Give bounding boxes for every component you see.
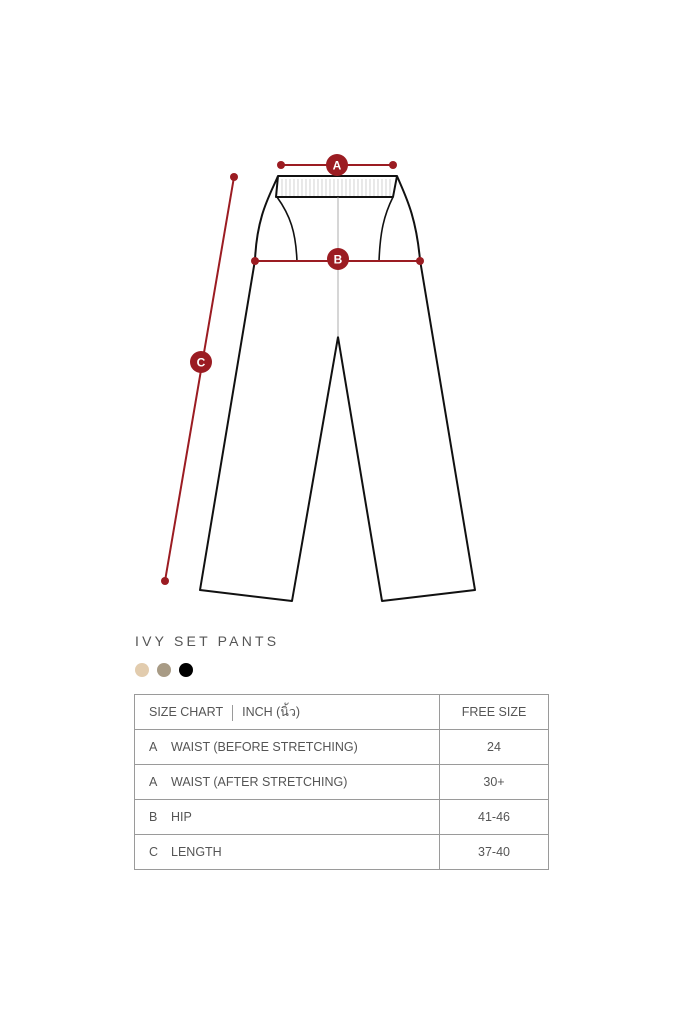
row-label-cell	[135, 800, 440, 835]
row-value: 37-40	[440, 835, 549, 870]
size-chart-table	[134, 694, 549, 870]
swatch-beige[interactable]	[135, 663, 149, 677]
right-pocket	[379, 197, 393, 262]
header-unit: INCH (นิ้ว)	[242, 705, 301, 719]
row-label-cell	[135, 765, 440, 800]
pants-outline	[200, 176, 475, 601]
row-name: WAIST (AFTER STRETCHING)	[171, 775, 348, 789]
row-value: 24	[440, 730, 549, 765]
row-letter: A	[149, 775, 158, 789]
header-free-size: FREE SIZE	[440, 695, 549, 730]
row-label-cell	[135, 835, 440, 870]
row-name: WAIST (BEFORE STRETCHING)	[171, 740, 358, 754]
measure-c-length	[161, 173, 238, 585]
row-letter: C	[149, 845, 159, 859]
marker-c-label: C	[196, 355, 206, 370]
measure-a-waist	[277, 154, 397, 176]
left-pocket	[277, 197, 297, 262]
swatch-black[interactable]	[179, 663, 193, 677]
header-label-cell	[135, 695, 440, 730]
marker-a-label: A	[332, 158, 342, 173]
table-row	[135, 800, 549, 835]
table-row	[135, 765, 549, 800]
row-value: 41-46	[440, 800, 549, 835]
color-swatches	[135, 663, 193, 677]
table-row	[135, 835, 549, 870]
measure-b-hip	[251, 248, 424, 270]
header-size-chart: SIZE CHART	[149, 705, 224, 719]
row-name: LENGTH	[171, 845, 222, 859]
header-divider	[232, 705, 233, 721]
row-name: HIP	[171, 810, 192, 824]
row-letter: A	[149, 740, 158, 754]
table-header-row	[135, 695, 549, 730]
row-label-cell	[135, 730, 440, 765]
marker-b-label: B	[333, 252, 343, 267]
row-value: 30+	[440, 765, 549, 800]
swatch-taupe[interactable]	[157, 663, 171, 677]
row-letter: B	[149, 810, 158, 824]
product-title: IVY SET PANTS	[135, 633, 280, 649]
table-row	[135, 730, 549, 765]
